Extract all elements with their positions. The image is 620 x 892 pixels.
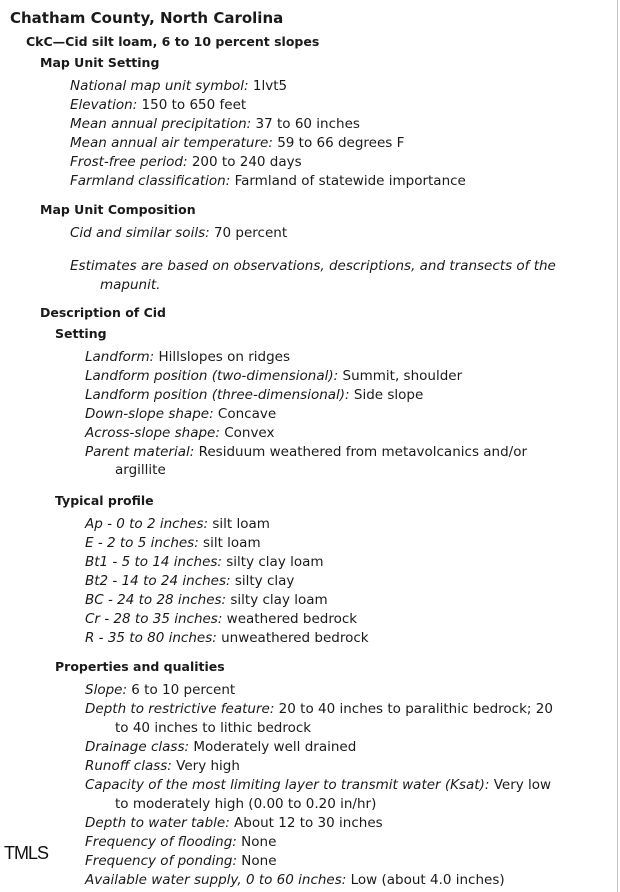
description-heading: Description of Cid [40,305,166,320]
property-item [85,872,505,888]
profile-item-label: Bt1 - 5 to 14 inches: [85,554,222,570]
landform-item-label: Landform position (two-dimensional): [85,368,339,384]
property-item-value: None [236,834,277,850]
setting-item [70,135,404,151]
property-item-label: Available water supply, 0 to 60 inches: [85,872,347,888]
map-unit-title: CkC—Cid silt loam, 6 to 10 percent slopes [26,34,320,49]
composition-note-line2: mapunit. [100,277,161,293]
property-item [85,682,235,698]
landform-item-label: Landform position (three-dimensional): [85,387,350,403]
property-item-label: Depth to restrictive feature: [85,701,275,717]
profile-item-value: unweathered bedrock [216,630,369,646]
landform-item-value: Summit, shoulder [338,368,463,384]
profile-item-value: silt loam [198,535,261,551]
landform-item [85,368,462,384]
landform-item [85,444,527,460]
property-item [85,815,383,831]
setting-item-label: Elevation: [70,97,138,113]
map-unit-setting-heading: Map Unit Setting [40,55,160,70]
property-item-value: Very high [171,758,240,774]
property-item-value: About 12 to 30 inches [229,815,383,831]
landform-item [85,349,290,365]
property-item [85,758,240,774]
setting-item [70,97,246,113]
profile-item [85,554,324,570]
property-item-continuation: to moderately high (0.00 to 0.20 in/hr) [115,796,377,812]
profile-item-value: silt loam [208,516,270,532]
setting-item [70,154,302,170]
setting-item-label: Mean annual air temperature: [70,135,273,151]
properties-heading: Properties and qualities [55,659,225,674]
composition-note-line1: Estimates are based on observations, descriptions, and transects of the [70,258,556,274]
setting-item [70,116,360,132]
landform-item [85,406,276,422]
setting-item-value: 37 to 60 inches [251,116,360,132]
property-item-label: Runoff class: [85,758,172,774]
landform-item-value: Convex [219,425,275,441]
landform-item-label: Landform: [85,349,155,365]
profile-item-label: Ap - 0 to 2 inches: [85,516,209,532]
landform-item-value: Concave [213,406,277,422]
landform-item-label: Parent material: [85,444,195,460]
property-item [85,777,551,793]
profile-item-label: Bt2 - 14 to 24 inches: [85,573,231,589]
property-item-label: Frequency of ponding: [85,853,237,869]
profile-item-label: Cr - 28 to 35 inches: [85,611,223,627]
landform-item-continuation: argillite [115,462,166,478]
description-setting-heading: Setting [55,326,107,341]
profile-item-value: silty clay loam [221,554,324,570]
composition-item-value: 70 percent [209,225,288,241]
setting-item-label: Mean annual precipitation: [70,116,252,132]
profile-item-value: silty clay loam [226,592,328,608]
property-item [85,739,356,755]
setting-item-value: 150 to 650 feet [137,97,247,113]
property-item [85,853,277,869]
property-item-label: Depth to water table: [85,815,230,831]
setting-item-label: National map unit symbol: [70,78,249,94]
profile-item [85,573,294,589]
profile-item-label: E - 2 to 5 inches: [85,535,199,551]
property-item-value: 20 to 40 inches to paralithic bedrock; 20 [274,701,553,717]
profile-item [85,516,270,532]
typical-profile-heading: Typical profile [55,493,154,508]
property-item-value: Very low [489,777,552,793]
composition-item [70,225,287,241]
setting-item [70,173,466,189]
property-item-label: Slope: [85,682,128,698]
profile-item-value: weathered bedrock [222,611,358,627]
landform-item-label: Down-slope shape: [85,406,214,422]
property-item-value: 6 to 10 percent [127,682,236,698]
setting-item-label: Frost-free period: [70,154,188,170]
setting-item-value: Farmland of statewide importance [230,173,466,189]
map-unit-composition-heading: Map Unit Composition [40,202,196,217]
property-item-value: Low (about 4.0 inches) [346,872,505,888]
setting-item-value: 59 to 66 degrees F [272,135,405,151]
property-item-label: Drainage class: [85,739,190,755]
landform-item-label: Across-slope shape: [85,425,220,441]
profile-item [85,592,328,608]
profile-item [85,630,369,646]
property-item [85,834,276,850]
composition-item-label: Cid and similar soils: [70,225,210,241]
landform-item-value: Hillslopes on ridges [154,349,291,365]
profile-item-label: BC - 24 to 28 inches: [85,592,227,608]
profile-item [85,535,261,551]
landform-item [85,425,275,441]
landform-item-value: Side slope [349,387,424,403]
property-item-value: Moderately well drained [189,739,357,755]
watermark-text: TMLS [4,843,49,863]
property-item-continuation: to 40 inches to lithic bedrock [115,720,312,736]
landform-item [85,387,423,403]
profile-item-value: silty clay [230,573,295,589]
setting-item [70,78,287,94]
setting-item-value: 1lvt5 [248,78,288,94]
landform-item-value: Residuum weathered from metavolcanics and/or [194,444,528,460]
setting-item-value: 200 to 240 days [187,154,302,170]
property-item [85,701,553,717]
property-item-label: Capacity of the most limiting layer to transmit water (Ksat): [85,777,490,793]
county-title: Chatham County, North Carolina [10,9,284,27]
profile-item [85,611,357,627]
setting-item-label: Farmland classification: [70,173,231,189]
property-item-label: Frequency of flooding: [85,834,237,850]
profile-item-label: R - 35 to 80 inches: [85,630,217,646]
property-item-value: None [237,853,277,869]
